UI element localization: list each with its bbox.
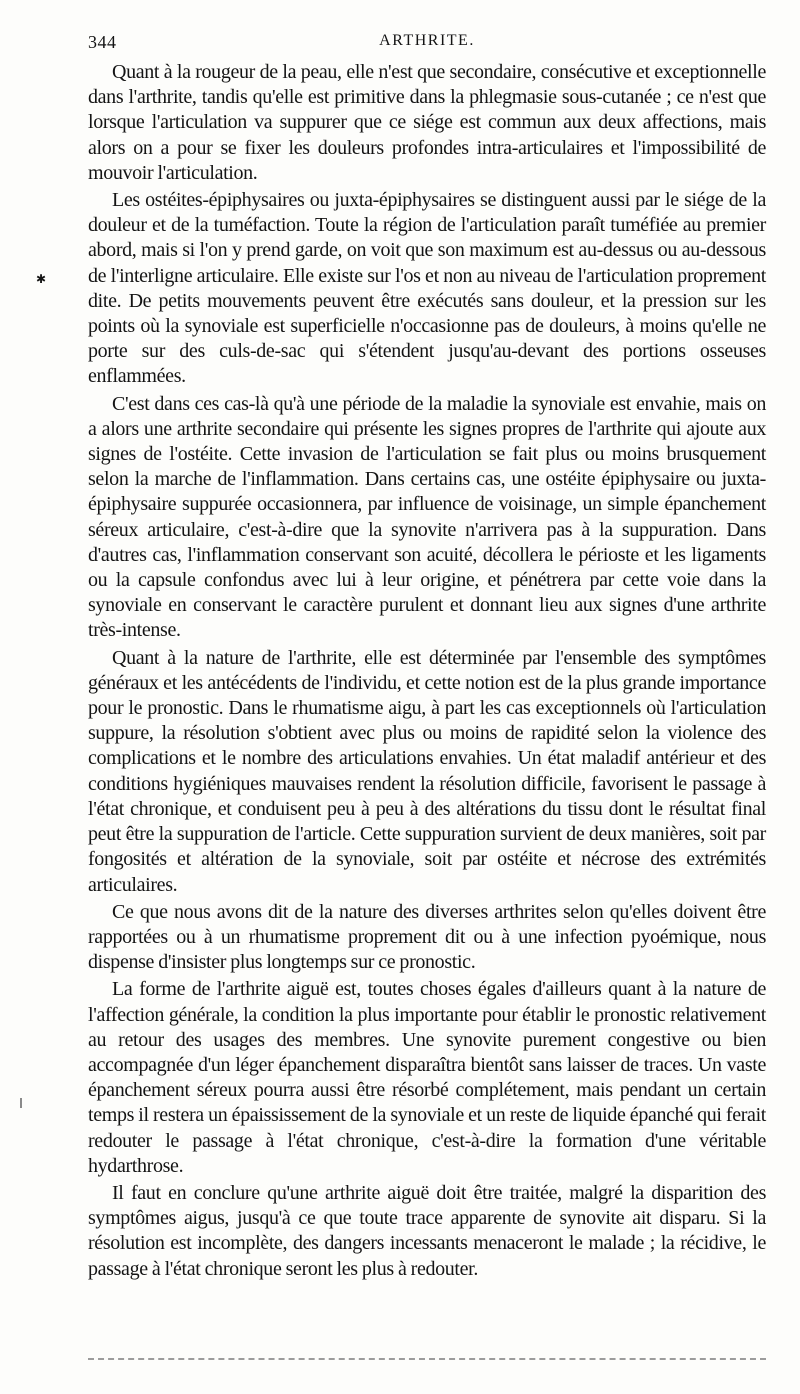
- page-header: [88, 32, 766, 58]
- paragraph-prognosis: Ce que nous avons dit de la nature des diverses arthrites selon qu'elles doivent être rapportées ou à un rhumatisme proprement dit ou à une infection pyoémique, nous dispense d'insister plus longtemps sur ce pronostic.: [88, 900, 766, 974]
- paragraph-secondary-arthritis: C'est dans ces cas-là qu'à une période de la maladie la synoviale est envahie, mais on a alors une arthrite secondaire qui présente les signes propres de l'arthrite qui ajoute aux signes de l'ostéite. Cette invasion de l'articulation se fait plus ou moins brusquement selon la marche de l'inflammation. Dans certains cas, une ostéite épiphysaire ou juxta-épiphysaire suppurée occasionnera, par influence de voisinage, un simple épanchement séreux articulaire, c'est-à-dire que la synovite n'arrivera pas à la suppuration. Dans d'autres cas, l'inflammation conservant son acuité, décollera le périoste et les ligaments ou la capsule confondus avec lui à leur origine, et pénétrera par cette voie dans la synoviale en conservant le caractère purulent et donnant lieu aux signes d'une arthrite très-intense.: [88, 392, 766, 642]
- paragraph-nature: Quant à la nature de l'arthrite, elle est déterminée par l'ensemble des symptômes généraux et les antécédents de l'individu, et cette notion est de la plus grande importance pour le pronostic. Dans le rhumatisme aigu, à part les cas exceptionnels où l'articulation suppure, la résolution s'obtient avec plus ou moins de rapidité selon la violence des complications et le nombre des articulations envahies. Un état maladif antérieur et des conditions hygiéniques mauvaises rendent la résolution difficile, favorisent le passage à l'état chronique, et conduisent peu à peu à des altérations du tissu dont le résultat final peut être la suppuration de l'article. Cette suppuration survient de deux manières, soit par fongosités et altération de la synoviale, soit par ostéite et nécrose des extrémités articulaires.: [88, 646, 766, 896]
- paragraph-osteitis: Les ostéites-épiphysaires ou juxta-épiphysaires se distinguent aussi par le siége de la douleur et de la tuméfaction. Toute la région de l'articulation paraît tuméfiée au premier abord, mais si l'on y prend garde, on voit que son maximum est au-dessus ou au-dessous de l'interligne articulaire. Elle existe sur l'os et non au niveau de l'articulation proprement dite. De petits mouvements peuvent être exécutés sans douleur, et la pression sur les points où la synoviale est superficielle n'occasionne pas de douleurs, à moins qu'elle ne porte sur des culs-de-sac qui s'étendent jusqu'au-devant des portions osseuses enflammées.: [88, 189, 766, 388]
- page-number: 344: [88, 32, 117, 52]
- running-title: ARTHRITE.: [379, 32, 475, 49]
- margin-tick-mark: [20, 1098, 22, 1108]
- paragraph-redness: Quant à la rougeur de la peau, elle n'est que secondaire, consécutive et exceptionnelle dans l'arthrite, tandis qu'elle est primitive dans la phlegmasie sous-cutanée ; ce n'est que lorsque l'articulation va suppurer que ce siége est commun aux deux affections, mais alors on a pour se fixer les douleurs profondes intra-articulaires et l'impossibilité de mouvoir l'articulation.: [88, 61, 766, 184]
- paragraph-conclusion: Il faut en conclure qu'une arthrite aiguë doit être traitée, malgré la disparition des symptômes aigus, jusqu'à ce que toute trace apparente de synovite ait disparu. Si la résolution est incomplète, des dangers incessants menaceront le malade ; la récidive, le passage à l'état chronique seront les plus à redouter.: [88, 1181, 766, 1280]
- body-text: [88, 60, 766, 1284]
- bottom-rule: [88, 1358, 766, 1360]
- margin-bullet-icon: ✱: [36, 272, 47, 286]
- paragraph-form: La forme de l'arthrite aiguë est, toutes choses égales d'ailleurs quant à la nature de l'affection générale, la condition la plus importante pour établir le pronostic relativement au retour des usages des membres. Une synovite purement congestive ou bien accompagnée d'un léger épanchement disparaîtra bientôt sans laisser de traces. Un vaste épanchement séreux pourra aussi être résorbé complétement, mais pendant un certain temps il restera un épaississement de la synoviale et un reste de liquide épanché qui ferait redouter le passage à l'état chronique, c'est-à-dire la formation d'une véritable hydarthrose.: [88, 978, 766, 1177]
